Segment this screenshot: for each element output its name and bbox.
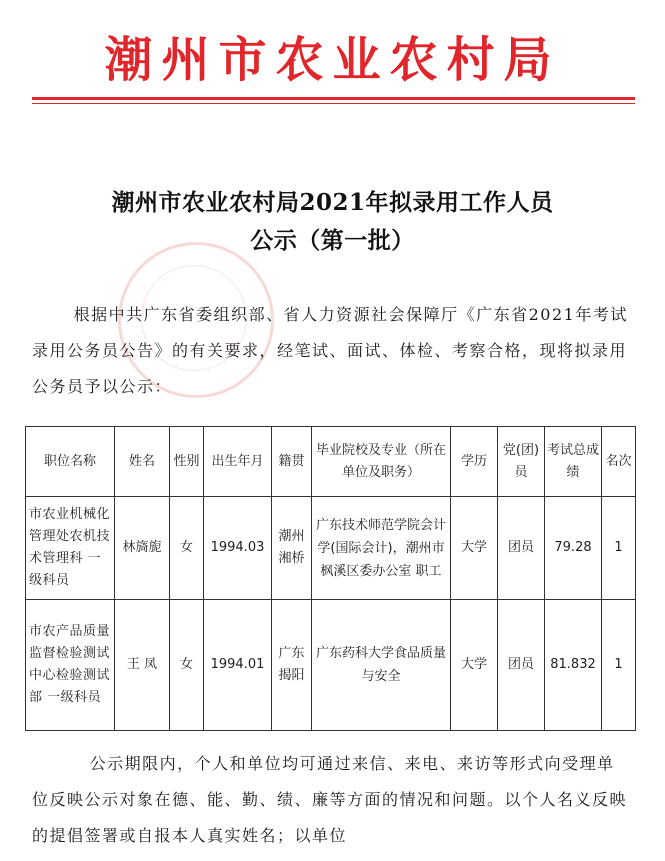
cell-school: 广东技术师范学院会计学(国际会计)，潮州市枫溪区委办公室 职工: [312, 497, 451, 600]
masthead-rule-thin: [32, 103, 635, 104]
cell-party: 团员: [498, 497, 545, 600]
cell-education: 大学: [451, 600, 498, 731]
header-education: 学历: [451, 427, 498, 497]
header-native: 籍贯: [272, 427, 312, 497]
cell-rank: 1: [602, 600, 636, 731]
cell-position: 市农业机械化管理处农机技术管理科 一级科员: [26, 497, 115, 600]
intro-paragraph: 根据中共广东省委组织部、省人力资源社会保障厅《广东省2021年考试录用公务员公告》的有关要求，经笔试、面试、体检、考察合格，现将拟录用公务员予以公示：: [32, 305, 628, 396]
header-position: 职位名称: [26, 427, 115, 497]
candidate-table: [25, 426, 636, 731]
header-birth: 出生年月: [204, 427, 272, 497]
cell-party: 团员: [498, 600, 545, 731]
document-title-line2: 公示（第一批）: [250, 227, 415, 254]
cell-birth: 1994.03: [204, 497, 272, 600]
cell-school: 广东药科大学食品质量与安全: [312, 600, 451, 731]
cell-position: 市农产品质量监督检验测试中心检验测试部 一级科员: [26, 600, 115, 731]
masthead-rule-thick: [32, 97, 635, 100]
cell-score: 79.28: [545, 497, 602, 600]
cell-gender: 女: [170, 600, 204, 731]
cell-name: 王 凤: [115, 600, 170, 731]
cell-education: 大学: [451, 497, 498, 600]
cell-native: 广东揭阳: [272, 600, 312, 731]
masthead-title: 潮州市农业农村局: [104, 32, 561, 88]
cell-rank: 1: [602, 497, 636, 600]
header-name: 姓名: [115, 427, 170, 497]
header-score: 考试总成绩: [545, 427, 602, 497]
header-rank: 名次: [602, 427, 636, 497]
cell-name: 林旖旎: [115, 497, 170, 600]
table-row: [26, 600, 636, 731]
cell-score: 81.832: [545, 600, 602, 731]
table-row: [26, 497, 636, 600]
cell-native: 潮州湘桥: [272, 497, 312, 600]
header-gender: 性别: [170, 427, 204, 497]
cell-birth: 1994.01: [204, 600, 272, 731]
header-party: 党(团)员: [498, 427, 545, 497]
document-title-line1: 潮州市农业农村局2021年拟录用工作人员: [111, 189, 554, 216]
header-school: 毕业院校及专业（所在单位及职务）: [312, 427, 451, 497]
table-header-row: [26, 427, 636, 497]
closing-paragraph: 公示期限内，个人和单位均可通过来信、来电、来访等形式向受理单位反映公示对象在德、能、勤、绩、廉等方面的情况和问题。以个人名义反映的提倡签署或自报本人真实姓名；以单位: [32, 754, 628, 845]
cell-gender: 女: [170, 497, 204, 600]
